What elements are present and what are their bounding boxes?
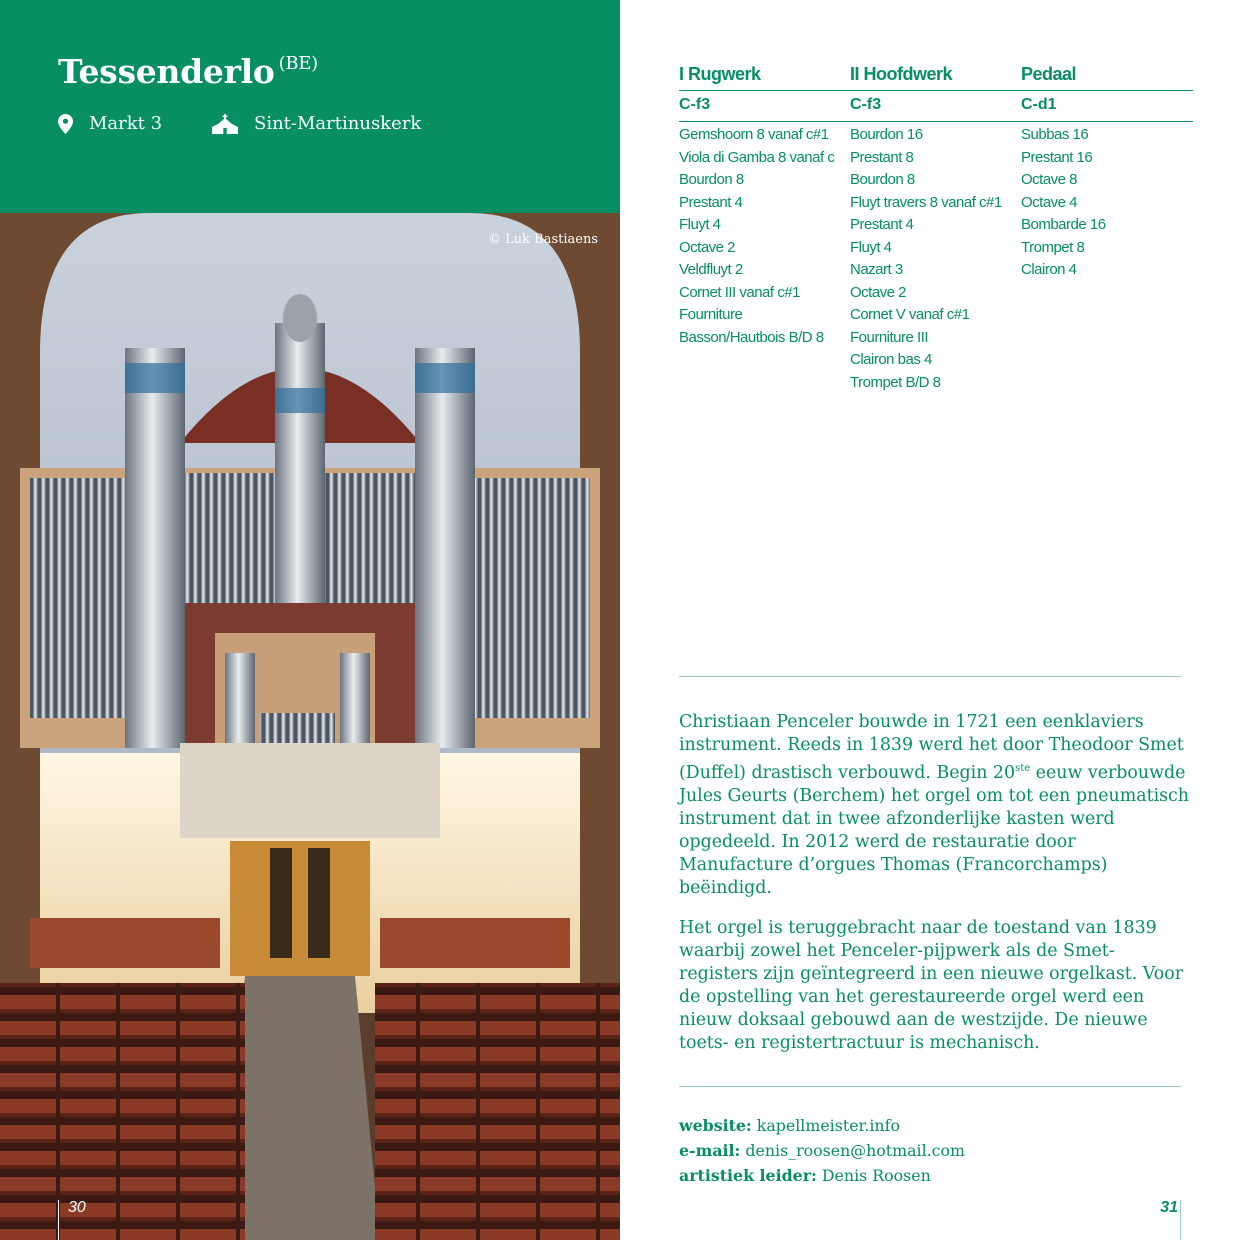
title-text: Tessenderlo: [58, 52, 275, 91]
stop-item: Basson/Hautbois B/D 8: [679, 328, 824, 346]
page-number-left: 30: [68, 1199, 86, 1216]
stop-item: Cornet V vanaf c#1: [850, 306, 970, 323]
stop-list: [1021, 124, 1193, 282]
organ-photo: [0, 213, 620, 1240]
page-rule-right: [1180, 1200, 1181, 1240]
separator-top: [679, 676, 1181, 677]
photo-credit: © Luk Bastiaens: [488, 232, 598, 247]
website-line: [679, 1113, 965, 1138]
history-paragraph: [679, 711, 1189, 900]
stop-item: Fluyt travers 8 vanaf c#1: [850, 193, 1002, 211]
column-title: I Rugwerk: [679, 64, 761, 84]
stop-item: Prestant 8: [850, 148, 914, 166]
stop-item: Fourniture III: [850, 328, 929, 346]
address: [58, 113, 162, 134]
stop-item: Prestant 16: [1021, 148, 1093, 166]
stop-item: Octave 2: [679, 238, 736, 256]
stop-item: Trompet B/D 8: [850, 373, 941, 391]
stop-item: Clairon bas 4: [850, 351, 932, 368]
location-pin-icon: [58, 114, 73, 134]
stop-list: [850, 124, 1022, 394]
director-line: [679, 1163, 965, 1188]
stop-item: Veldfluyt 2: [679, 261, 743, 278]
stop-item: Bourdon 8: [850, 171, 915, 188]
stop-item: Octave 2: [850, 283, 907, 301]
stop-item: Clairon 4: [1021, 261, 1077, 278]
stop-item: Prestant 4: [679, 193, 743, 211]
stop-item: Trompet 8: [1021, 238, 1085, 256]
paragraph-text: eeuw verbouwde Jules Geurts (Berchem) het orgel om tot een pneumatisch instrument dat in twee afzonderlijke kasten werd opgedeeld. In 2012 werd de restauratie door Manufacture d’orgues Thomas (Francorchamps) beëindigd.: [679, 762, 1190, 898]
church-text: Sint-Martinuskerk: [254, 113, 422, 134]
column-title: Pedaal: [1021, 64, 1077, 84]
pedaal-column: [1021, 64, 1193, 282]
paragraph-text: Christiaan Penceler bouwde in 1721 een eenklaviers instrument. Reeds in 1839 werd het door Theodoor Smet (Duffel) drastisch verbouwd. Begin 20: [679, 712, 1184, 783]
email-label: e-mail:: [679, 1141, 741, 1160]
website-label: website:: [679, 1116, 752, 1135]
restoration-paragraph: Het orgel is teruggebracht naar de toestand van 1839 waarbij zowel het Penceler-pijpwerk als de Smet-registers zijn geïntegreerd in een nieuwe orgelkast. Voor de opstelling van het gerestaureerde orgel werd een nieuw doksaal gebouwd aan de westzijde. De nieuwe toets- en registertractuur is mechanisch.: [679, 918, 1184, 1053]
stop-item: Subbas 16: [1021, 126, 1089, 143]
separator-bottom: [679, 1086, 1181, 1087]
address-text: Markt 3: [89, 113, 163, 134]
page-rule-left: [58, 1200, 59, 1240]
rugwerk-column: [679, 64, 851, 349]
stop-item: Fluyt 4: [850, 238, 892, 256]
email-link[interactable]: denis_roosen@hotmail.com: [740, 1141, 965, 1160]
stop-item: Cornet III vanaf c#1: [679, 283, 800, 301]
stop-list: [679, 124, 851, 349]
director-name: Denis Roosen: [816, 1166, 931, 1185]
church: [212, 113, 421, 134]
stop-item: Nazart 3: [850, 261, 903, 278]
church-icon: [212, 114, 238, 134]
right-page: [620, 0, 1240, 1240]
column-range: C-d1: [1021, 96, 1057, 113]
website-link[interactable]: kapellmeister.info: [751, 1116, 900, 1135]
header-banner: [0, 0, 620, 213]
stop-item: Bombarde 16: [1021, 216, 1106, 233]
email-line: [679, 1138, 965, 1163]
page-number-right: 31: [1160, 1199, 1178, 1216]
column-range: C-f3: [679, 96, 711, 113]
page-title: [58, 52, 318, 91]
superscript: ste: [1015, 763, 1031, 774]
stop-item: Bourdon 8: [679, 171, 744, 188]
contact-block: [679, 1113, 965, 1188]
stop-item: Bourdon 16: [850, 126, 923, 143]
column-range: C-f3: [850, 96, 882, 113]
stop-item: Prestant 4: [850, 216, 914, 233]
director-label: artistiek leider:: [679, 1166, 817, 1185]
stop-item: Octave 4: [1021, 193, 1078, 211]
stop-item: Octave 8: [1021, 171, 1078, 188]
stop-item: Viola di Gamba 8 vanaf c: [679, 148, 835, 166]
country-code: (BE): [278, 53, 318, 74]
stop-item: Gemshoorn 8 vanaf c#1: [679, 126, 829, 143]
stop-item: Fourniture: [679, 306, 743, 323]
hoofdwerk-column: [850, 64, 1022, 394]
stop-item: Fluyt 4: [679, 216, 721, 233]
column-title: II Hoofdwerk: [850, 64, 953, 84]
